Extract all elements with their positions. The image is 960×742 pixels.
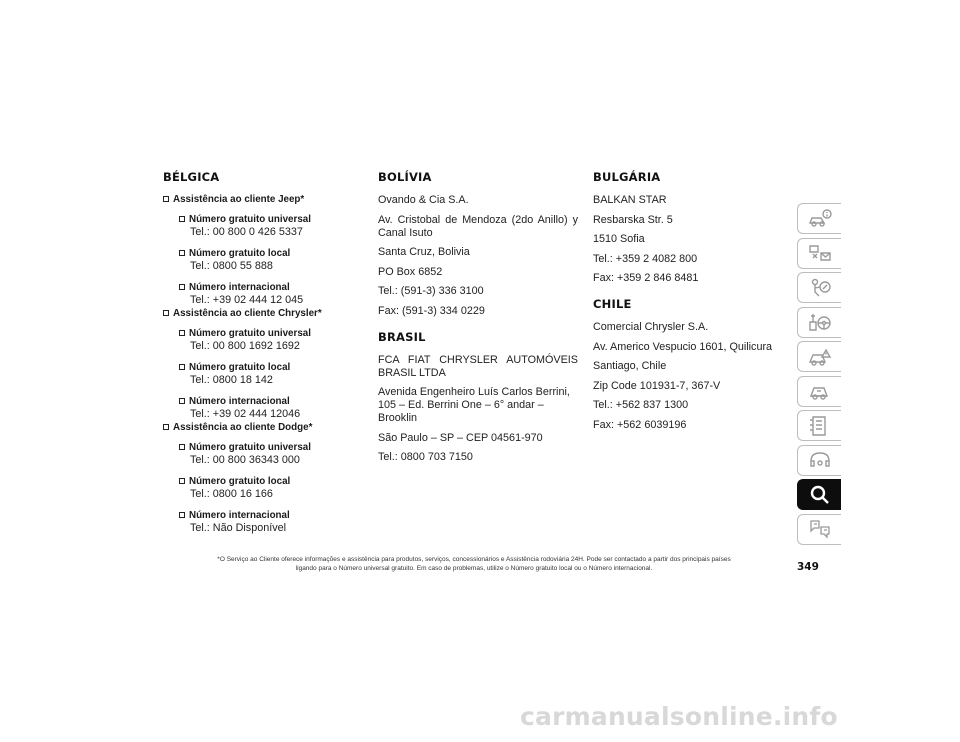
phone-value: Tel.: 0800 18 142 (190, 374, 273, 386)
address-line: Avenida Engenheiro Luís Carlos Berrini, 105 – Ed. Berrini One – 6° andar – Brooklin (378, 386, 570, 424)
address-line: São Paulo – SP – CEP 04561-970 (378, 431, 543, 444)
tab-servicing[interactable] (797, 376, 841, 407)
address-line: PO Box 6852 (378, 265, 443, 278)
starting-driving-icon (807, 311, 833, 333)
list-item: Número gratuito universal Tel.: 00 800 0 426 5337 (179, 214, 363, 239)
checkbox-square-icon (163, 310, 169, 316)
footnote: *O Serviço ao Cliente oferece informações e assistência para produtos, serviços, concessionários e Assistência rodoviária 24H. Pode ser contactado a partir dos principais países ligando para o Número universal gratuito. Em caso de problemas, utilize o Número gratuito local ou o Número internacional. (217, 556, 731, 572)
address-line: Zip Code 101931-7, 367-V (593, 379, 721, 392)
list-item: Número internacional Tel.: +39 02 444 12 045 (179, 282, 363, 307)
checkbox-square-icon (179, 364, 185, 370)
address-line: BALKAN STAR (593, 194, 667, 206)
address-line: Comercial Chrysler S.A. (593, 321, 709, 333)
list-item: Número gratuito universal Tel.: 00 800 36343 000 (179, 442, 363, 467)
checkbox-square-icon (179, 478, 185, 484)
fax-line: Fax: (591-3) 334 0229 (378, 304, 485, 317)
tab-dashboard[interactable] (797, 238, 841, 269)
tab-starting-driving[interactable] (797, 307, 841, 338)
phone-value: Tel.: 0800 16 166 (190, 488, 273, 500)
phone-value: Tel.: +39 02 444 12 045 (190, 294, 304, 306)
tab-search[interactable] (797, 479, 841, 510)
languages-icon (807, 518, 833, 540)
heading-brasil: BRASIL (378, 329, 426, 344)
checkbox-square-icon (179, 398, 185, 404)
list-item: Número gratuito universal Tel.: 00 800 1692 1692 (179, 328, 363, 353)
heading-chile: CHILE (593, 297, 632, 311)
phone-line: Tel.: +359 2 4082 800 (593, 252, 698, 265)
checkbox-square-icon (179, 284, 185, 290)
checkbox-square-icon (179, 216, 185, 222)
column-belgica (163, 170, 363, 544)
address-line: Santiago, Chile (593, 360, 667, 372)
address-line: Ovando & Cia S.A. (378, 194, 469, 206)
heading-bolivia: BOLÍVIA (378, 170, 432, 184)
watermark: carmanualsonline.info (520, 702, 838, 731)
list-item: Número gratuito local Tel.: 0800 55 888 (179, 248, 363, 273)
list-item: Número internacional Tel.: Não Disponível (179, 510, 363, 535)
list-item: Número gratuito local Tel.: 0800 16 166 (179, 476, 363, 501)
tab-emergency[interactable] (797, 341, 841, 372)
heading-belgica: BÉLGICA (163, 170, 220, 184)
multimedia-icon (807, 449, 833, 471)
phone-line: Tel.: 0800 703 7150 (378, 451, 473, 463)
checkbox-square-icon (179, 330, 185, 336)
phone-value: Tel.: 00 800 0 426 5337 (190, 226, 303, 238)
checkbox-square-icon (179, 512, 185, 518)
phone-value: Tel.: Não Disponível (190, 522, 287, 534)
fax-line: Fax: +562 6039196 (593, 418, 687, 431)
phone-value: Tel.: 0800 55 888 (190, 260, 273, 272)
list-item: Número gratuito local Tel.: 0800 18 142 (179, 362, 363, 387)
column-bulgaria-chile (593, 170, 793, 438)
tab-multimedia[interactable] (797, 445, 841, 476)
heading-bulgaria: BULGÁRIA (593, 170, 661, 184)
tab-specifications[interactable] (797, 410, 841, 441)
phone-value: Tel.: +39 02 444 12046 (190, 408, 301, 420)
safety-airbag-icon (807, 277, 833, 299)
tab-languages[interactable] (797, 514, 841, 545)
fax-line: Fax: +359 2 846 8481 (593, 272, 699, 284)
group-dodge: Assistência ao cliente Dodge* (163, 422, 363, 434)
checkbox-square-icon (179, 250, 185, 256)
checkbox-square-icon (163, 424, 169, 430)
chapter-tabs (797, 203, 841, 548)
address-line: FCA FIAT CHRYSLER AUTOMÓVEIS BRASIL LTDA (378, 353, 578, 379)
specifications-icon (807, 415, 833, 437)
car-info-icon (807, 208, 833, 230)
tab-car-info[interactable] (797, 203, 841, 234)
checkbox-square-icon (179, 444, 185, 450)
dashboard-warning-icon (807, 242, 833, 264)
page-number: 349 (797, 561, 819, 573)
address-line: Santa Cruz, Bolivia (378, 246, 470, 258)
list-item: Número internacional Tel.: +39 02 444 12046 (179, 396, 363, 421)
address-line: Av. Cristobal de Mendoza (2do Anillo) y Canal Isuto (378, 213, 578, 239)
checkbox-square-icon (163, 196, 169, 202)
address-line: Resbarska Str. 5 (593, 213, 673, 226)
address-line: Av. Americo Vespucio 1601, Quilicura (593, 340, 773, 353)
group-jeep: Assistência ao cliente Jeep* (163, 194, 363, 206)
phone-line: Tel.: +562 837 1300 (593, 399, 689, 411)
phone-value: Tel.: 00 800 36343 000 (190, 454, 300, 466)
emergency-icon (807, 346, 833, 368)
tab-safety[interactable] (797, 272, 841, 303)
phone-value: Tel.: 00 800 1692 1692 (190, 340, 300, 352)
column-bolivia-brasil (378, 170, 578, 471)
servicing-icon (807, 380, 833, 402)
search-icon (807, 484, 833, 506)
phone-line: Tel.: (591-3) 336 3100 (378, 285, 484, 297)
group-chrysler: Assistência ao cliente Chrysler* (163, 308, 363, 320)
address-line: 1510 Sofia (593, 233, 645, 245)
